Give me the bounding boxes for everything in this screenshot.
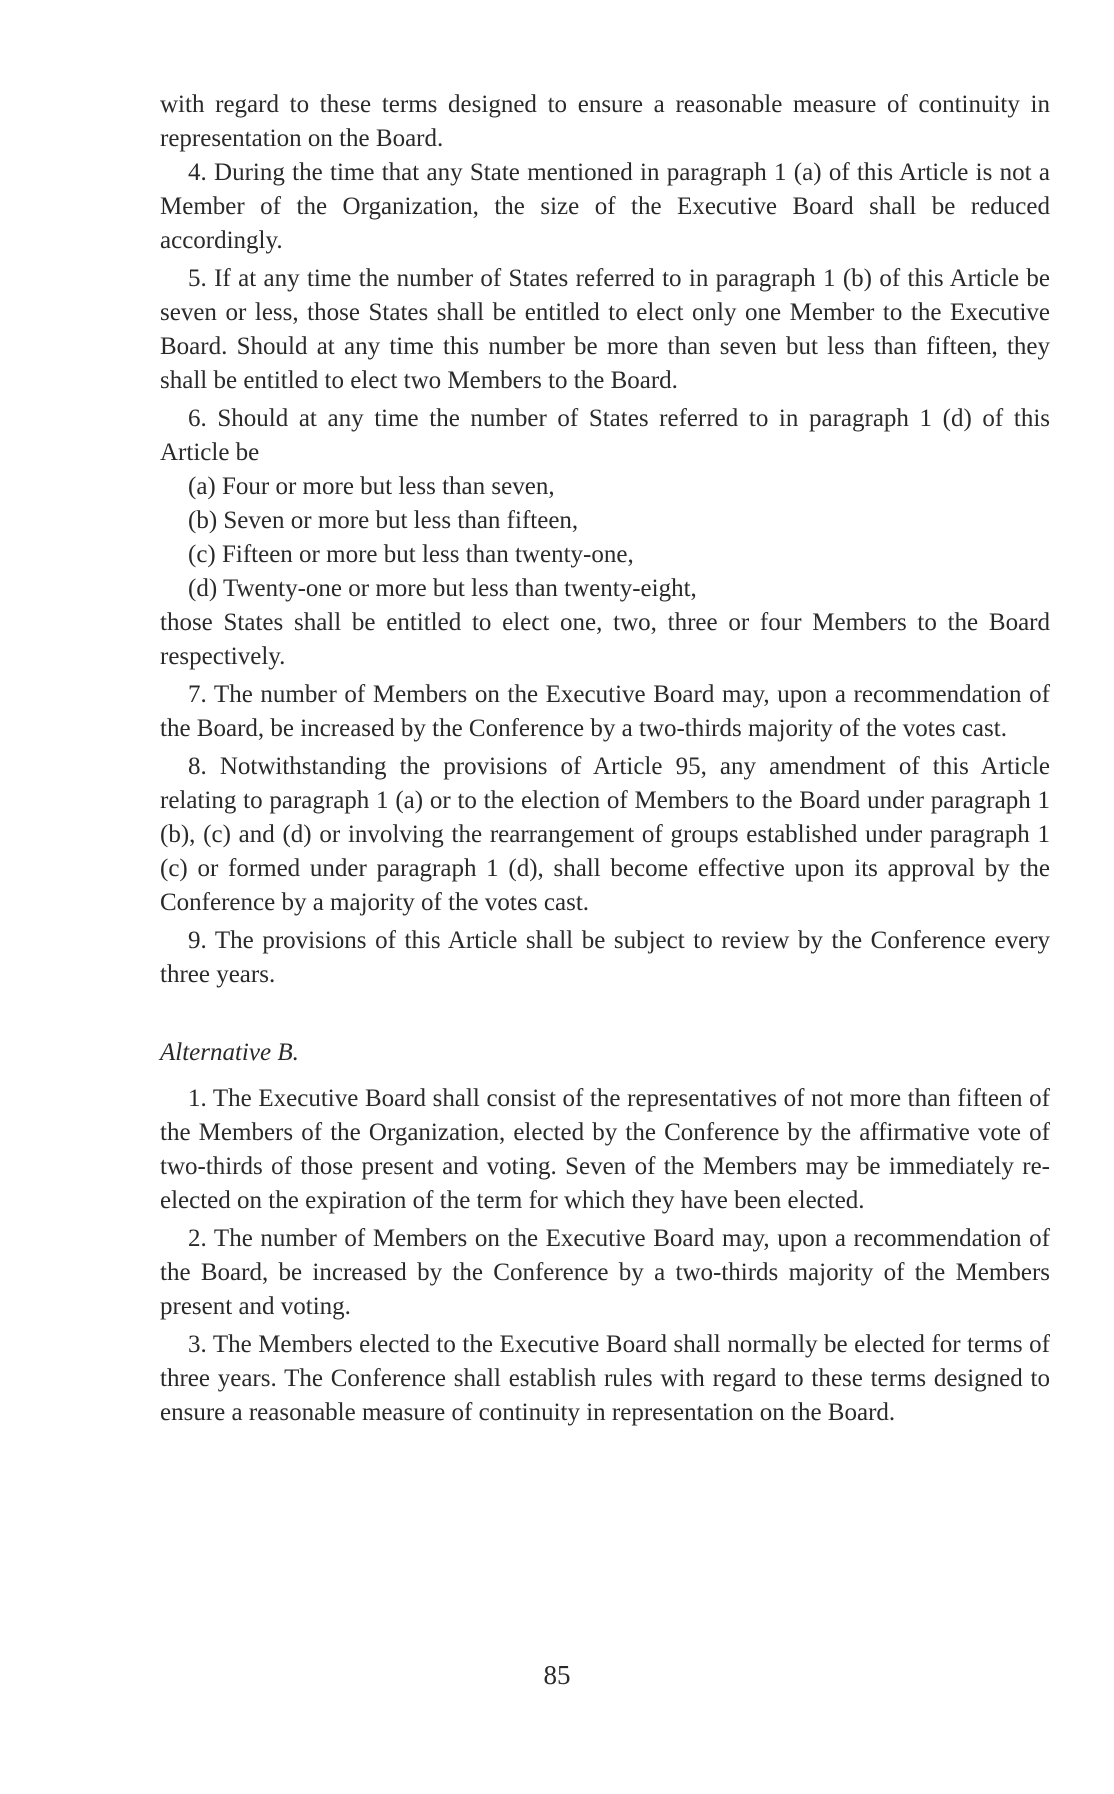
paragraph-4: 4. During the time that any State mentioned in paragraph 1 (a) of this Article is not a Member of the Organization, the size of the Executive Board shall be reduced accordingly. — [160, 159, 1050, 254]
paragraph-6-item-c: (c) Fifteen or more but less than twenty-one, — [188, 541, 634, 568]
paragraph-6-end: those States shall be entitled to elect one, two, three or four Members to the Board respectively. — [160, 609, 1050, 670]
paragraph-7: 7. The number of Members on the Executive Board may, upon a recommendation of the Board, be increased by the Conference by a two-thirds majority of the votes cast. — [160, 681, 1050, 742]
paragraph-6-intro: 6. Should at any time the number of States referred to in paragraph 1 (d) of this Article be — [160, 405, 1050, 466]
alternative-b-heading: Alternative B. — [160, 1039, 299, 1066]
paragraph-5: 5. If at any time the number of States referred to in paragraph 1 (b) of this Article be seven or less, those States shall be entitled to elect only one Member to the Executive Board. Should at any time this number be more than seven but less than fifteen, they shall be entitled to elect two Members to the Board. — [160, 265, 1050, 394]
page-body — [160, 88, 1050, 1434]
alternative-b-paragraph-2: 2. The number of Members on the Executive Board may, upon a recommendation of the Board, be increased by the Conference by a two-thirds majority of the Members present and voting. — [160, 1225, 1050, 1320]
paragraph-6-item-b: (b) Seven or more but less than fifteen, — [188, 507, 579, 534]
page-number: 85 — [543, 1660, 571, 1690]
carryover-paragraph: with regard to these terms designed to ensure a reasonable measure of continuity in representation on the Board. — [160, 91, 1050, 152]
alternative-b-paragraph-1: 1. The Executive Board shall consist of the representatives of not more than fifteen of the Members of the Organization, elected by the Conference by the affirmative vote of two-thirds of those present and voting. Seven of the Members may be immediately re-elected on the expiration of the term for which they have been elected. — [160, 1085, 1050, 1214]
paragraph-9: 9. The provisions of this Article shall be subject to review by the Conference every three years. — [160, 927, 1050, 988]
paragraph-6-item-a: (a) Four or more but less than seven, — [188, 473, 555, 500]
paragraph-6-item-d: (d) Twenty-one or more but less than twenty-eight, — [188, 575, 697, 602]
paragraph-8: 8. Notwithstanding the provisions of Article 95, any amendment of this Article relating to paragraph 1 (a) or to the election of Members to the Board under paragraph 1 (b), (c) and (d) or involving the rearrangement of groups established under paragraph 1 (c) or formed under paragraph 1 (d), shall become effective upon its approval by the Conference by a majority of the votes cast. — [160, 753, 1050, 916]
alternative-b-paragraph-3: 3. The Members elected to the Executive Board shall normally be elected for terms of three years. The Conference shall establish rules with regard to these terms designed to ensure a reasonable measure of continuity in representation on the Board. — [160, 1331, 1050, 1426]
